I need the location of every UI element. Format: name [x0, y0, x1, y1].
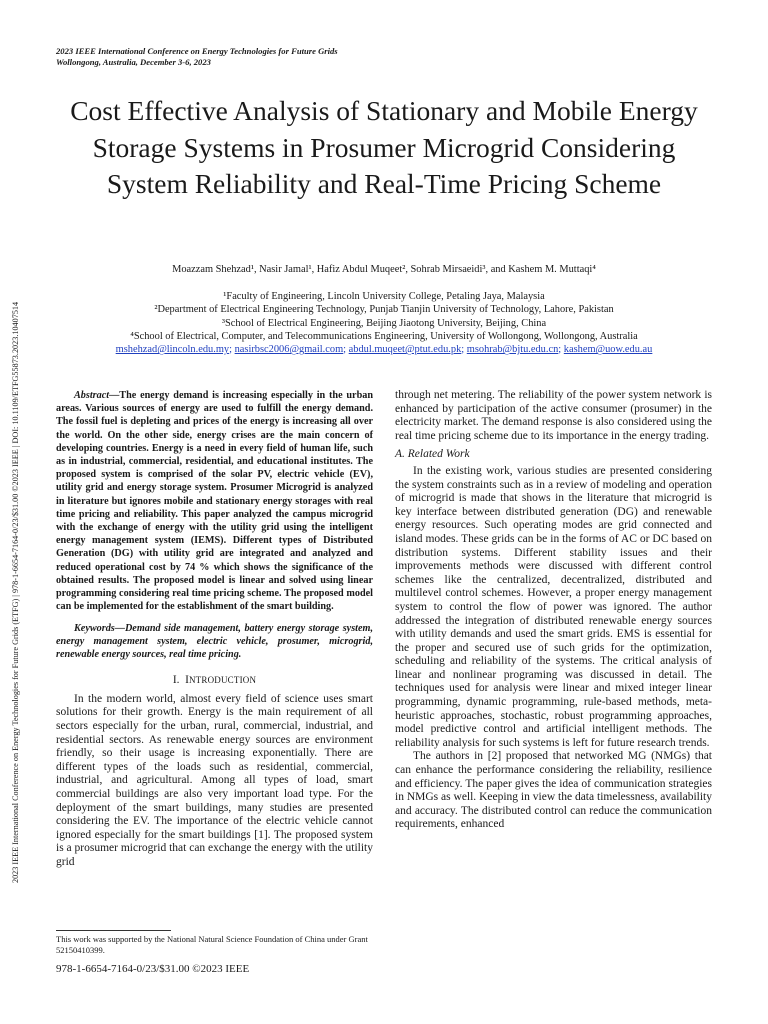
email-separator: ;	[229, 344, 235, 356]
abstract-dash: —	[109, 390, 120, 401]
email-separator: ;	[343, 344, 349, 356]
left-column	[56, 389, 373, 870]
conference-name: 2023 IEEE International Conference on Energy Technologies for Future Grids	[56, 46, 338, 56]
subsection-heading-related-work: A. Related Work	[395, 448, 470, 461]
keywords-dash: —	[114, 623, 125, 635]
conference-location: Wollongong, Australia, December 3-6, 2023	[56, 57, 211, 67]
abstract-text: The energy demand is increasing especially in the urban areas. Various sources of energy are used to fulfill the energy demand. The fossil fuel is depleting and prices of the energy is increasing all over the world. On the other side, energy crises are the main concern of developing countries. Energy is a need in every field of human life, such as in industrial, commercial, residential, and educational institutes. The proposed system is comprised of the solar PV, electric vehicle (EV), utility grid and energy storage system. Prosumer Microgrid is analyzed in literature but ignores mobile and stationary energy storages with real time pricing and reliability. This paper analyzed the campus microgrid with the exchange of energy with the utility grid using the intelligent energy management system (IEMS). Different types of Distributed Generation (DG) with utility grid are integrated and analyzed and reduced operational cost by 74 % which shows the significance of the obtained results. The proposed model is linear and solved using linear programming considering real time pricing scheme. The proposed model can be implemented for the establishment of the smart building.	[56, 390, 373, 613]
conference-header	[56, 46, 338, 68]
keywords	[56, 623, 373, 661]
abstract	[56, 389, 373, 613]
section-initial: I	[185, 673, 189, 686]
keywords-text: Demand side management, battery energy storage system, energy management system, electric vehicle, prosumer, microgrid, renewable energy sources, real time pricing.	[56, 623, 373, 661]
email-link[interactable]: abdul.muqeet@ptut.edu.pk	[348, 344, 462, 356]
email-link[interactable]: kashem@uow.edu.au	[563, 344, 653, 356]
funding-footnote: This work was supported by the National Natural Science Foundation of China under Grant 52150410399.	[56, 934, 368, 955]
email-link[interactable]: mshehzad@lincoln.edu.my	[115, 344, 230, 356]
right-paragraph-3: The authors in [2] proposed that networked MG (NMGs) that can enhance the performance considering the reliability, resilience and efficiency. The paper gives the idea of communication strategies in NMGs as well. Keeping in view the data timelessness, availability and accuracy. The distributed control can reduce the communication requirements, enhanced	[395, 750, 712, 831]
email-separator: ;	[461, 344, 467, 356]
affiliation-1: ¹Faculty of Engineering, Lincoln University College, Petaling Jaya, Malaysia	[223, 291, 545, 302]
email-link[interactable]: msohrab@bjtu.edu.cn	[466, 344, 559, 356]
abstract-heading: Abstract	[74, 390, 110, 401]
affiliation-4: ⁴School of Electrical, Computer, and Telecommunications Engineering, University of Wollongong, Wollongong, Australia	[130, 330, 638, 342]
email-list	[56, 343, 712, 356]
email-separator: ;	[558, 344, 564, 356]
isbn-copyright: 978-1-6654-7164-0/23/$31.00 ©2023 IEEE	[56, 963, 250, 975]
intro-paragraph: In the modern world, almost every field of science uses smart solutions for their growth. Energy is the main requirement of all sectors especially for the urban, rural, commercial, industrial, and residential sectors. As renewable energy sources are environment friendly, so their usage is increasing exponentially. There are different types of the loads such as residential, commercial, industrial, and agricultural. Among all types of load, smart commercial buildings are also very important load type. For the deployment of the smart buildings, many studies are presented considering the EV. The importance of the electric vehicle cannot ignored especially for the smart buildings [1]. The proposed system is a prosumer microgrid that can exchange the energy with the utility grid	[56, 692, 373, 868]
right-paragraph-2: In the existing work, various studies are presented considering the system constraints such as in a review of modeling and operation of microgrid is made that shows in the literature that microgrid is key interface between distributed generation (DG) and renewable energy resources. Such operating modes are grid connected and island modes. These grids can be in the forms of AC or DC based on distribution systems. Different stability issues and their improvements methods were discussed with different control schemes like the centralized, decentralized, distributed and multilevel control schemes. However, a proper energy management system to control the flow of power was ignored. The author addressed the integration of distributed renewable energy sources with utility demands and used the smart grids. EMS is essential for the proper and secured use of such grids for the optimization, scheduling and reliability of the systems. The critical analysis of linear and nonlinear programing was discussed in detail. The techniques used for analysis were linear and mixed integer linear programming, dynamic programming, rule-based methods, meta-heuristic approaches, stochastic, robust programming approaches, model predictive control and artificial intelligent methods. The reliability analysis for such systems is left for future research trends.	[395, 464, 712, 749]
section-heading-introduction	[56, 674, 373, 687]
right-column	[395, 389, 712, 832]
footnote-rule	[56, 930, 171, 931]
affiliation-3: ³School of Electrical Engineering, Beijing Jiaotong University, Beijing, China	[221, 317, 547, 329]
section-number: I.	[172, 673, 180, 686]
author-list: Moazzam Shehzad¹, Nasir Jamal¹, Hafiz Abdul Muqeet², Sohrab Mirsaeidi³, and Kashem M. Muttaqi⁴	[172, 264, 596, 275]
paper-title: Cost Effective Analysis of Stationary and Mobile Energy Storage Systems in Prosumer Microgrid Considering System Reliability and Real-Time Pricing Scheme	[70, 95, 698, 199]
section-title-rest: NTRODUCTION	[188, 674, 257, 685]
affiliation-2: ²Department of Electrical Engineering Technology, Punjab Tianjin University of Technology, Lahore, Pakistan	[154, 304, 614, 316]
right-paragraph-1: through net metering. The reliability of the power system network is enhanced by participation of the active consumer (prosumer) in the electricity market. The demand response is also considered using the real time pricing scheme due to its importance in the energy trading.	[395, 389, 712, 442]
affiliations	[56, 290, 712, 356]
email-link[interactable]: nasirbsc2006@gmail.com	[234, 344, 344, 356]
side-doi-text: 2023 IEEE International Conference on Energy Technologies for Future Grids (ETFG) | 978-1-6654-7164-0/23/$31.00 ©2023 IEEE | DOI: 10.1109/ETFG55873.2023.10407514	[11, 301, 20, 883]
keywords-heading: Keywords	[74, 623, 115, 635]
